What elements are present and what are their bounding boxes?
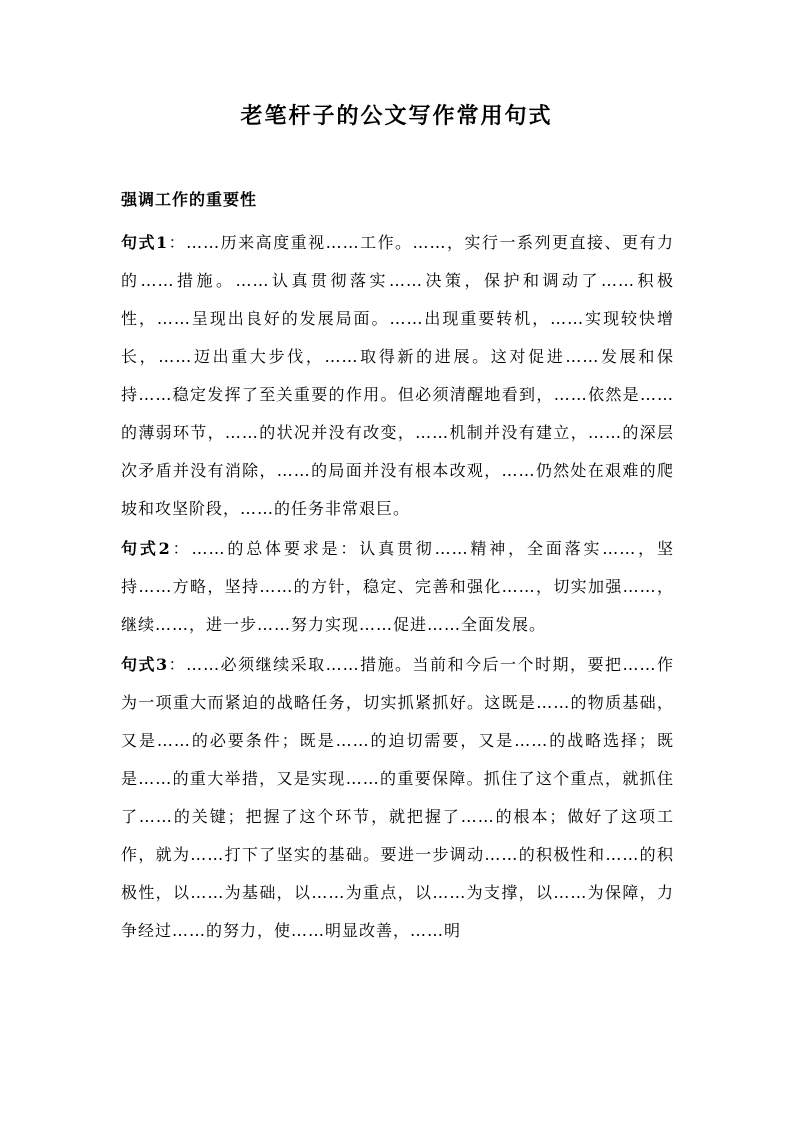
paragraph-sentence-pattern-1 bbox=[121, 224, 674, 528]
paragraph-sentence-pattern-3 bbox=[121, 646, 674, 950]
paragraph-label: 句式3 bbox=[121, 655, 169, 674]
paragraph-text: ：……历来高度重视……工作。……，实行一系列更直接、更有力的……措施。……认真贯彻落实……决策，保护和调动了……积极性，……呈现出良好的发展局面。……出现重要转机，……实现较快增长，……迈出重大步伐，……取得新的进展。这对促进……发展和保持……稳定发挥了至关重要的作用。但必须清醒地看到，……依然是……的薄弱环节，……的状况并没有改变，……机制并没有建立，……的深层次矛盾并没有消除，……的局面并没有根本改观，……仍然处在艰难的爬坡和攻坚阶段，……的任务非常艰巨。 bbox=[121, 233, 674, 518]
paragraph-sentence-pattern-2 bbox=[121, 530, 674, 644]
paragraph-label: 句式1 bbox=[121, 233, 169, 252]
document-title: 老笔杆子的公文写作常用句式 bbox=[240, 103, 553, 129]
document-body bbox=[121, 184, 674, 952]
section-heading: 强调工作的重要性 bbox=[121, 190, 258, 209]
paragraph-label: 句式2 bbox=[121, 539, 171, 558]
paragraph-text: ：……必须继续采取……措施。当前和今后一个时期，要把……作为一项重大而紧迫的战略任务，切实抓紧抓好。这既是……的物质基础，又是……的必要条件；既是……的迫切需要，又是……的战略选择；既是……的重大举措，又是实现……的重要保障。抓住了这个重点，就抓住了……的关键；把握了这个环节，就把握了……的根本；做好了这项工作，就为……打下了坚实的基础。要进一步调动……的积极性和……的积极性，以……为基础，以……为重点，以……为支撑，以……为保障，力争经过……的努力，使……明显改善，……明 bbox=[121, 655, 674, 940]
paragraph-text: ：……的总体要求是：认真贯彻……精神，全面落实……，坚持……方略，坚持……的方针，稳定、完善和强化……，切实加强……，继续……，进一步……努力实现……促进……全面发展。 bbox=[121, 539, 674, 634]
